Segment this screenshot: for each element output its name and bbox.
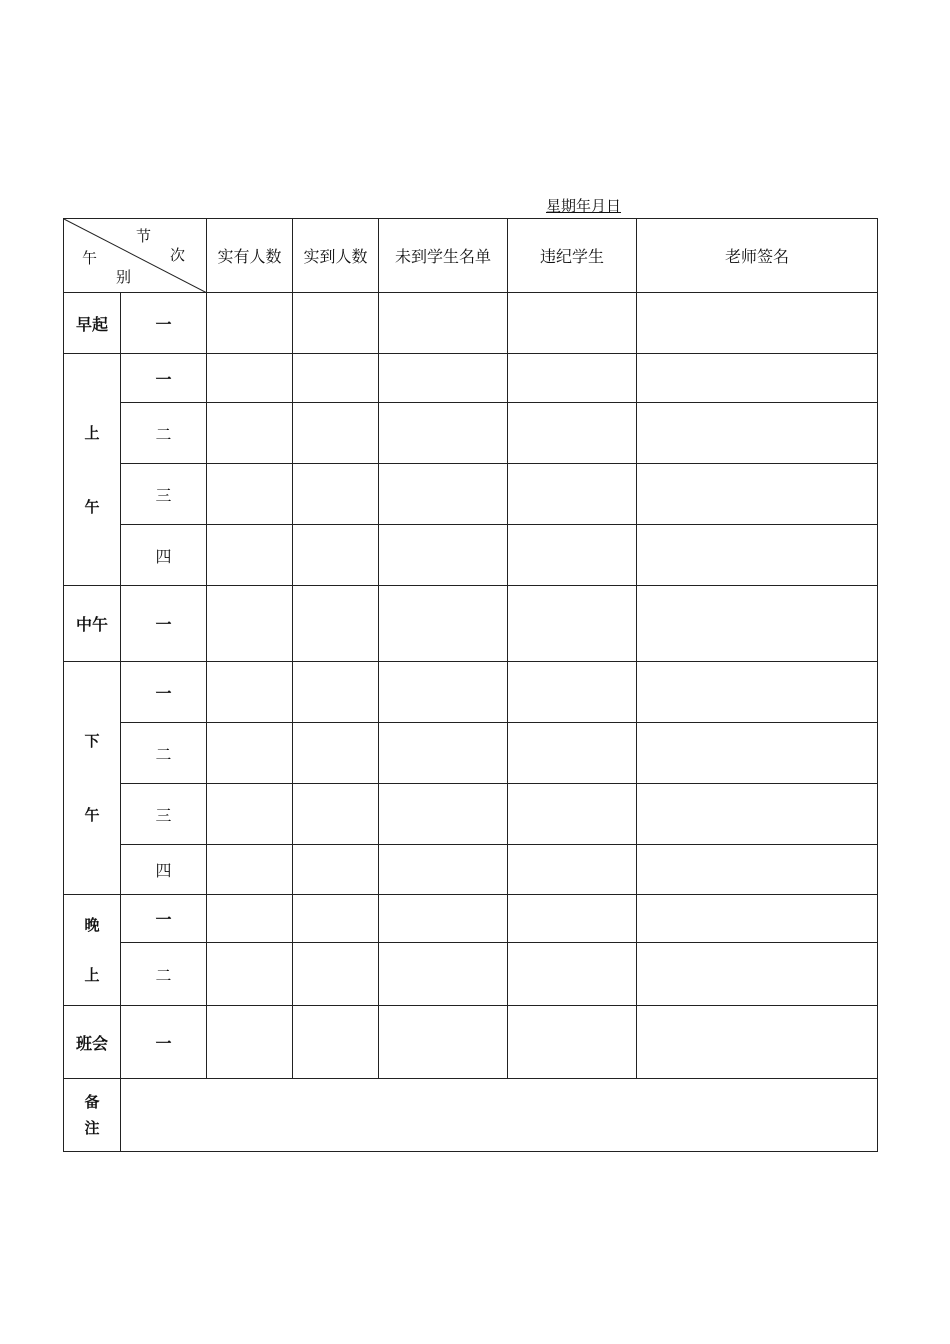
table-row xyxy=(64,662,878,723)
session-label: 一 xyxy=(121,586,207,662)
present-cell[interactable] xyxy=(293,586,379,662)
absent-list-cell[interactable] xyxy=(379,723,508,784)
header-teacher-signature: 老师签名 xyxy=(637,219,878,293)
signature-cell[interactable] xyxy=(637,403,878,464)
period-afternoon-char-2: 午 xyxy=(84,806,100,824)
violations-cell[interactable] xyxy=(508,586,637,662)
signature-cell[interactable] xyxy=(637,525,878,586)
corner-label-right: 次 xyxy=(170,246,186,264)
session-label: 一 xyxy=(121,354,207,403)
session-label: 四 xyxy=(121,845,207,895)
table-row xyxy=(64,354,878,403)
violations-cell[interactable] xyxy=(508,403,637,464)
header-present: 实到人数 xyxy=(293,219,379,293)
absent-list-cell[interactable] xyxy=(379,293,508,354)
table-row xyxy=(64,723,878,784)
signature-cell[interactable] xyxy=(637,293,878,354)
violations-cell[interactable] xyxy=(508,723,637,784)
enrolled-cell[interactable] xyxy=(207,464,293,525)
session-label: 一 xyxy=(121,293,207,354)
present-cell[interactable] xyxy=(293,1006,379,1079)
violations-cell[interactable] xyxy=(508,943,637,1006)
absent-list-cell[interactable] xyxy=(379,845,508,895)
session-label: 二 xyxy=(121,403,207,464)
signature-cell[interactable] xyxy=(637,784,878,845)
corner-label-top: 节 xyxy=(136,227,152,245)
header-violations: 违纪学生 xyxy=(508,219,637,293)
enrolled-cell[interactable] xyxy=(207,293,293,354)
period-early: 早起 xyxy=(64,293,121,354)
table-row xyxy=(64,1006,878,1079)
signature-cell[interactable] xyxy=(637,354,878,403)
violations-cell[interactable] xyxy=(508,895,637,943)
notes-cell[interactable] xyxy=(121,1079,878,1152)
violations-cell[interactable] xyxy=(508,354,637,403)
date-line: 星期年月日 xyxy=(546,197,622,215)
corner-header-cell xyxy=(64,219,207,293)
enrolled-cell[interactable] xyxy=(207,354,293,403)
period-morning xyxy=(64,354,121,586)
present-cell[interactable] xyxy=(293,403,379,464)
period-afternoon-char-1: 下 xyxy=(84,732,100,750)
absent-list-cell[interactable] xyxy=(379,464,508,525)
absent-list-cell[interactable] xyxy=(379,784,508,845)
violations-cell[interactable] xyxy=(508,662,637,723)
period-noon: 中午 xyxy=(64,586,121,662)
period-morning-char-1: 上 xyxy=(84,423,100,442)
signature-cell[interactable] xyxy=(637,464,878,525)
period-evening xyxy=(64,895,121,1006)
header-enrolled: 实有人数 xyxy=(207,219,293,293)
present-cell[interactable] xyxy=(293,723,379,784)
table-row xyxy=(64,403,878,464)
attendance-table xyxy=(63,218,878,1152)
period-morning-char-2: 午 xyxy=(84,497,100,516)
session-label: 二 xyxy=(121,723,207,784)
signature-cell[interactable] xyxy=(637,662,878,723)
table-row xyxy=(64,845,878,895)
absent-list-cell[interactable] xyxy=(379,403,508,464)
notes-label-char-1: 备 xyxy=(84,1093,100,1111)
present-cell[interactable] xyxy=(293,464,379,525)
signature-cell[interactable] xyxy=(637,943,878,1006)
enrolled-cell[interactable] xyxy=(207,784,293,845)
signature-cell[interactable] xyxy=(637,895,878,943)
present-cell[interactable] xyxy=(293,525,379,586)
enrolled-cell[interactable] xyxy=(207,723,293,784)
session-label: 二 xyxy=(121,943,207,1006)
signature-cell[interactable] xyxy=(637,586,878,662)
period-evening-char-2: 上 xyxy=(84,966,100,984)
period-afternoon xyxy=(64,662,121,895)
absent-list-cell[interactable] xyxy=(379,1006,508,1079)
table-row xyxy=(64,943,878,1006)
violations-cell[interactable] xyxy=(508,845,637,895)
present-cell[interactable] xyxy=(293,293,379,354)
enrolled-cell[interactable] xyxy=(207,586,293,662)
signature-cell[interactable] xyxy=(637,723,878,784)
enrolled-cell[interactable] xyxy=(207,662,293,723)
header-row xyxy=(64,219,878,293)
corner-label-left: 午 xyxy=(82,249,98,267)
notes-label-char-2: 注 xyxy=(84,1119,100,1137)
session-label: 三 xyxy=(121,784,207,845)
absent-list-cell[interactable] xyxy=(379,525,508,586)
violations-cell[interactable] xyxy=(508,525,637,586)
table-row xyxy=(64,464,878,525)
violations-cell[interactable] xyxy=(508,784,637,845)
present-cell[interactable] xyxy=(293,845,379,895)
table-row xyxy=(64,895,878,943)
session-label: 一 xyxy=(121,662,207,723)
signature-cell[interactable] xyxy=(637,845,878,895)
absent-list-cell[interactable] xyxy=(379,662,508,723)
present-cell[interactable] xyxy=(293,895,379,943)
enrolled-cell[interactable] xyxy=(207,525,293,586)
table-row xyxy=(64,525,878,586)
enrolled-cell[interactable] xyxy=(207,895,293,943)
enrolled-cell[interactable] xyxy=(207,403,293,464)
absent-list-cell[interactable] xyxy=(379,354,508,403)
violations-cell[interactable] xyxy=(508,464,637,525)
header-absent-list: 未到学生名单 xyxy=(379,219,508,293)
present-cell[interactable] xyxy=(293,943,379,1006)
table-row xyxy=(64,586,878,662)
enrolled-cell[interactable] xyxy=(207,845,293,895)
signature-cell[interactable] xyxy=(637,1006,878,1079)
absent-list-cell[interactable] xyxy=(379,895,508,943)
period-evening-char-1: 晚 xyxy=(84,916,100,934)
session-label: 三 xyxy=(121,464,207,525)
absent-list-cell[interactable] xyxy=(379,943,508,1006)
table-row xyxy=(64,784,878,845)
enrolled-cell[interactable] xyxy=(207,1006,293,1079)
absent-list-cell[interactable] xyxy=(379,586,508,662)
session-label: 一 xyxy=(121,895,207,943)
notes-row xyxy=(64,1079,878,1152)
table-row xyxy=(64,293,878,354)
violations-cell[interactable] xyxy=(508,293,637,354)
notes-label xyxy=(64,1079,121,1152)
present-cell[interactable] xyxy=(293,784,379,845)
period-class-meeting: 班会 xyxy=(64,1006,121,1079)
violations-cell[interactable] xyxy=(508,1006,637,1079)
present-cell[interactable] xyxy=(293,662,379,723)
enrolled-cell[interactable] xyxy=(207,943,293,1006)
corner-label-bottom: 别 xyxy=(116,268,132,286)
session-label: 四 xyxy=(121,525,207,586)
present-cell[interactable] xyxy=(293,354,379,403)
session-label: 一 xyxy=(121,1006,207,1079)
